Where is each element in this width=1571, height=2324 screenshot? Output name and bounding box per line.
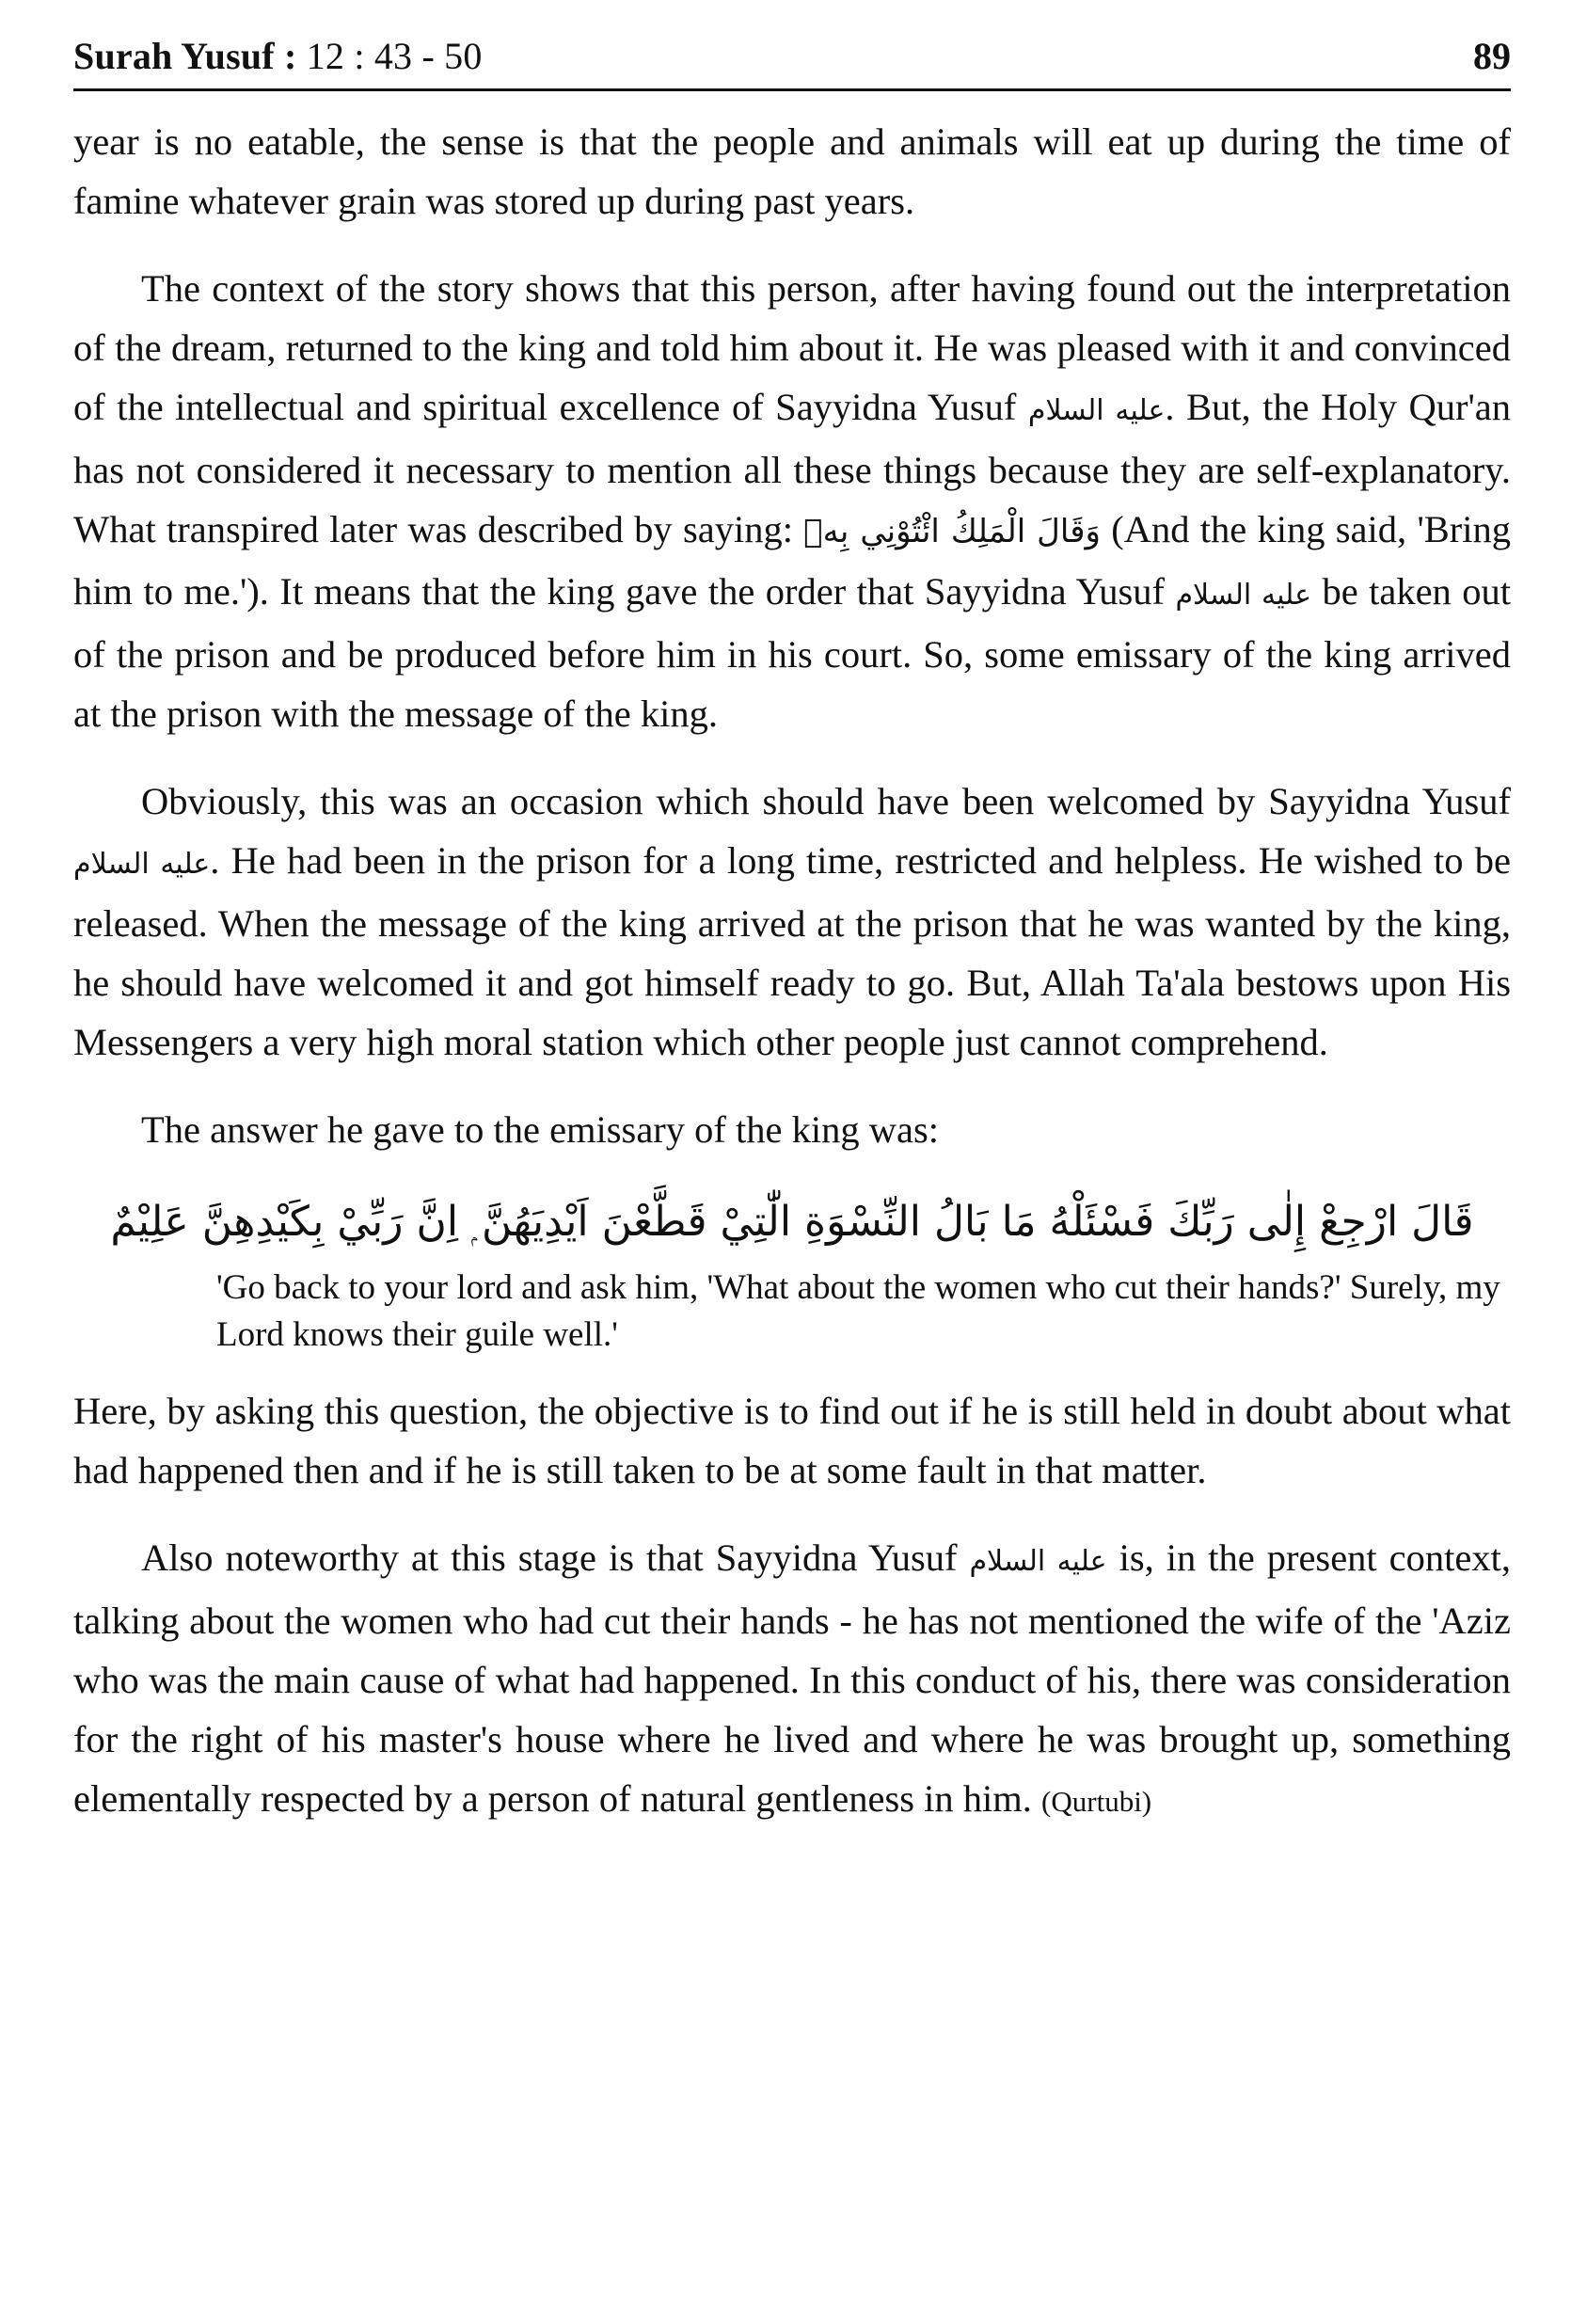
paragraph-3 xyxy=(73,772,1511,1072)
paragraph-5-text: Here, by asking this question, the objective is to find out if he is still held in doubt about what had happened then and if he is still taken to be at some fault in that matter. xyxy=(73,1390,1511,1491)
paragraph-2 xyxy=(73,259,1511,743)
paragraph-2-part-2: . But, the Holy Qur'an has not considered it necessary to mention all these things because they are self-explanatory. What transpired later was described by saying: xyxy=(73,386,1511,550)
paragraph-4-text: The answer he gave to the emissary of the king was: xyxy=(141,1108,939,1151)
salutation-glyph: عليه السلام xyxy=(1175,579,1311,612)
paragraph-6 xyxy=(73,1528,1511,1831)
paragraph-3-part-2: . He had been in the prison for a long time, restricted and helpless. He wished to be released. When the message of the king arrived at the prison that he was wanted by the king, he should have welcomed it and got himself ready to go. But, Allah Ta'ala bestows upon His Messengers a very high moral station which other people just cannot comprehend. xyxy=(73,839,1511,1063)
body-text xyxy=(73,112,1511,1831)
source-citation: (Qurtubi) xyxy=(1041,1785,1152,1818)
salutation-glyph: عليه السلام xyxy=(73,848,211,881)
verse-quote xyxy=(73,1180,1511,1359)
surah-name: Surah Yusuf : xyxy=(73,35,297,77)
paragraph-6-part-1: Also noteworthy at this stage is that Sayyidna Yusuf xyxy=(141,1536,970,1579)
paragraph-5 xyxy=(73,1381,1511,1500)
running-title xyxy=(73,34,483,78)
salutation-glyph: عليه السلام xyxy=(1027,394,1166,427)
paragraph-2-part-4: be taken out of the prison and be produced before him in his court. So, some emissary of the king arrived at the prison with the message of the king. xyxy=(73,570,1512,735)
paragraph-3-part-1: Obviously, this was an occasion which should have been welcomed by Sayyidna Yusuf xyxy=(141,780,1511,822)
paragraph-1 xyxy=(73,112,1511,231)
page-header xyxy=(73,34,1511,91)
salutation-glyph: عليه السلام xyxy=(969,1545,1107,1578)
page xyxy=(73,34,1511,1859)
arabic-verse: قَالَ ارْجِعْ إِلٰى رَبِّكَ فَسْئَلْهُ مَا بَالُ النِّسْوَةِ الّٰتِيْ قَطَّعْنَ اَيْدِيَهُنَّ ۭ اِنَّ رَبِّيْ بِكَيْدِهِنَّ عَلِيْمٌ xyxy=(110,1198,1474,1246)
paragraph-2-part-1: The context of the story shows that this person, after having found out the interpretation of the dream, returned to the king and told him about it. He was pleased with it and convinced of the intellectual and spiritual excellence of Sayyidna Yusuf xyxy=(73,267,1511,428)
arabic-inline-phrase: وَقَالَ الْمَلِكُ ائْتُوْنِي بِهٖ xyxy=(803,513,1101,550)
paragraph-6-part-2: is, in the present context, talking about the women who had cut their hands - he has not mentioned the wife of the 'Aziz who was the main cause of what had happened. In this conduct of his, there was consideration for the right of his master's house where he lived and where he was brought up, something elementally respected by a person of natural gentleness in him. xyxy=(73,1536,1512,1820)
paragraph-1-text: year is no eatable, the sense is that the people and animals will eat up during the time of famine whatever grain was stored up during past years. xyxy=(73,120,1511,222)
paragraph-2-part-3: (And the king said, 'Bring him to me.'). It means that the king gave the order that Sayyidna Yusuf xyxy=(73,508,1511,613)
verse-reference: 12 : 43 - 50 xyxy=(306,35,483,77)
verse-translation: 'Go back to your lord and ask him, 'What about the women who cut their hands?' Surely, my Lord knows their guile well.' xyxy=(216,1268,1500,1354)
page-number: 89 xyxy=(1473,35,1511,77)
paragraph-4 xyxy=(73,1100,1511,1159)
